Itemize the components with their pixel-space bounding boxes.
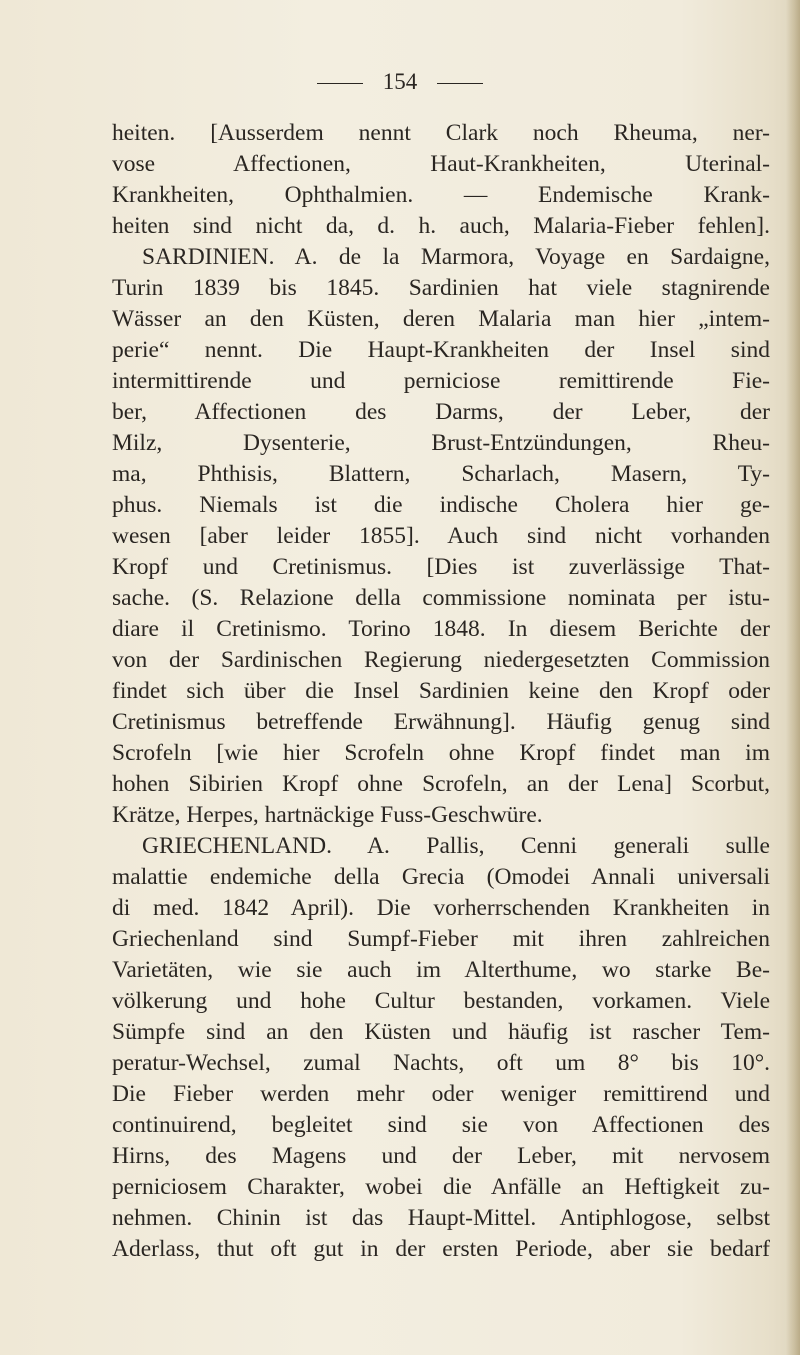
header-rule-right (437, 83, 483, 84)
body-text (112, 118, 770, 1265)
text-line: di med. 1842 April). Die vorherrschenden Krankheiten in (112, 895, 770, 921)
text-line: peratur-Wechsel, zumal Nachts, oft um 8° bis 10°. (112, 1050, 770, 1076)
text-line: Aderlass, thut oft gut in der ersten Periode, aber sie bedarf (112, 1236, 770, 1262)
text-line: ber, Affectionen des Darms, der Leber, der (112, 399, 770, 425)
text-line: Hirns, des Magens und der Leber, mit nervosem (112, 1143, 770, 1169)
text-line: wesen [aber leider 1855]. Auch sind nicht vorhanden (112, 523, 770, 549)
text-line: diare il Cretinismo. Torino 1848. In diesem Berichte der (112, 616, 770, 642)
text-line: sache. (S. Relazione della commissione nominata per istu- (112, 585, 770, 611)
text-line: perniciosem Charakter, wobei die Anfälle an Heftigkeit zu- (112, 1174, 770, 1200)
header-rule-left (317, 83, 363, 84)
text-line: völkerung und hohe Cultur bestanden, vorkamen. Viele (112, 988, 770, 1014)
text-line: Milz, Dysenterie, Brust-Entzündungen, Rheu- (112, 430, 770, 456)
text-line: phus. Niemals ist die indische Cholera hier ge- (112, 492, 770, 518)
text-line: Griechenland sind Sumpf-Fieber mit ihren zahlreichen (112, 926, 770, 952)
text-line: heiten sind nicht da, d. h. auch, Malaria-Fieber fehlen]. (112, 213, 770, 239)
text-line: Die Fieber werden mehr oder weniger remittirend und (112, 1081, 770, 1107)
section-heading-line-griechenland: GRIECHENLAND. A. Pallis, Cenni generali sulle (142, 833, 770, 859)
text-line: Turin 1839 bis 1845. Sardinien hat viele stagnirende (112, 275, 770, 301)
text-line: findet sich über die Insel Sardinien keine den Kropf oder (112, 678, 770, 704)
page-header (0, 68, 800, 96)
text-line: Kropf und Cretinismus. [Dies ist zuverlässige That- (112, 554, 770, 580)
text-line: heiten. [Ausserdem nennt Clark noch Rheuma, ner- (112, 120, 770, 146)
text-line: continuirend, begleitet sind sie von Affectionen des (112, 1112, 770, 1138)
text-line: Sümpfe sind an den Küsten und häufig ist rascher Tem- (112, 1019, 770, 1045)
text-line: vose Affectionen, Haut-Krankheiten, Uterinal- (112, 151, 770, 177)
page-edge-shadow (786, 0, 800, 1355)
text-line: malattie endemiche della Grecia (Omodei Annali universali (112, 864, 770, 890)
text-line: nehmen. Chinin ist das Haupt-Mittel. Antiphlogose, selbst (112, 1205, 770, 1231)
text-line: von der Sardinischen Regierung niedergesetzten Commission (112, 647, 770, 673)
text-line: hohen Sibirien Kropf ohne Scrofeln, an der Lena] Scorbut, (112, 771, 770, 797)
text-line: ma, Phthisis, Blattern, Scharlach, Masern, Ty- (112, 461, 770, 487)
text-line: Cretinismus betreffende Erwähnung]. Häufig genug sind (112, 709, 770, 735)
text-line: Krankheiten, Ophthalmien. — Endemische Krank- (112, 182, 770, 208)
text-line: Varietäten, wie sie auch im Alterthume, wo starke Be- (112, 957, 770, 983)
text-line: intermittirende und perniciose remittirende Fie- (112, 368, 770, 394)
text-line: perie“ nennt. Die Haupt-Krankheiten der Insel sind (112, 337, 770, 363)
page-number: 154 (382, 69, 418, 94)
text-line: Scrofeln [wie hier Scrofeln ohne Kropf findet man im (112, 740, 770, 766)
text-line: Krätze, Herpes, hartnäckige Fuss-Geschwüre. (112, 802, 543, 828)
text-line: Wässer an den Küsten, deren Malaria man hier „intem- (112, 306, 770, 332)
section-heading-line-sardinien: SARDINIEN. A. de la Marmora, Voyage en Sardaigne, (142, 244, 770, 270)
